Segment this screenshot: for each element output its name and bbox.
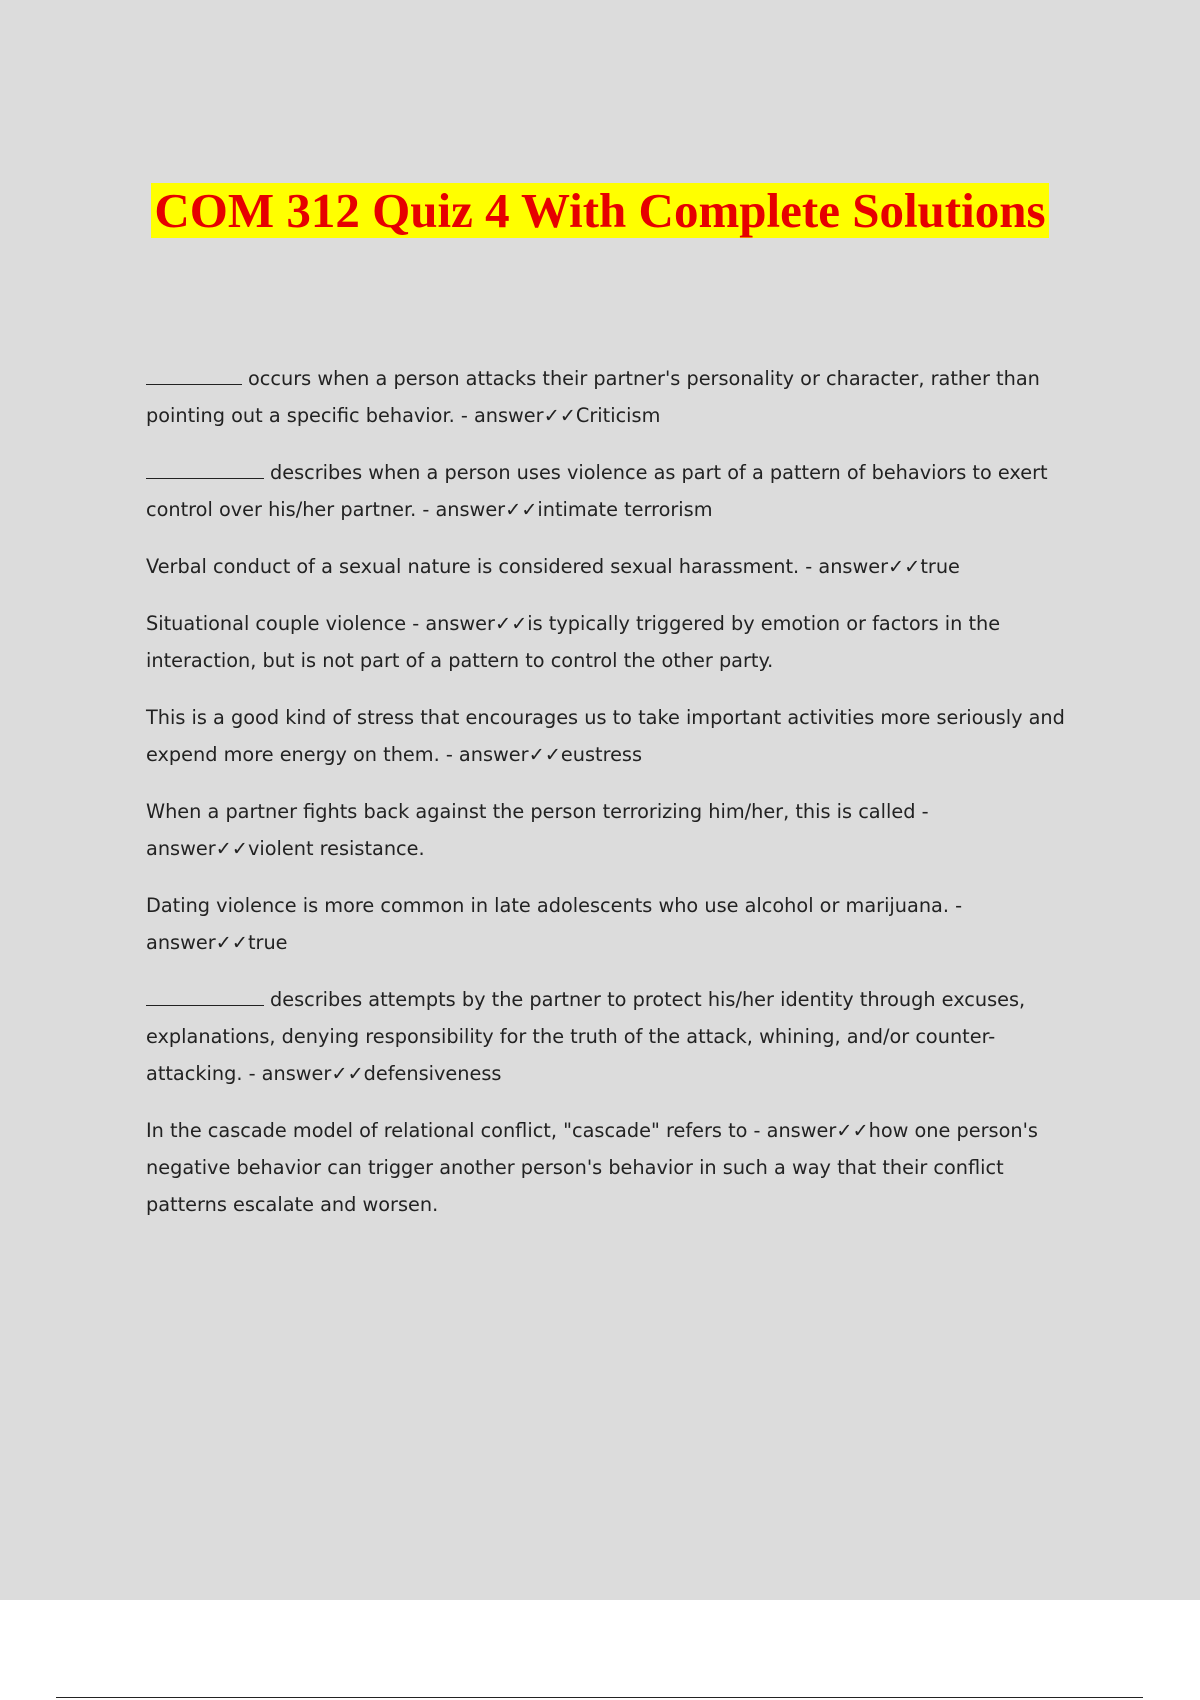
- qa-text: occurs when a person attacks their partner's personality or character, rather than pointing out a specific behavior. - answer✓✓Criticism: [146, 367, 1040, 427]
- fill-in-blank: [146, 458, 264, 479]
- qa-text: In the cascade model of relational conflict, "cascade" refers to - answer✓✓how one person's negative behavior can trigger another person's behavior in such a way that their conflict patterns escalate and worsen.: [146, 1119, 1038, 1216]
- qa-text: Verbal conduct of a sexual nature is considered sexual harassment. - answer✓✓true: [146, 555, 960, 578]
- qa-item-6: [146, 793, 1086, 867]
- qa-text: When a partner fights back against the person terrorizing him/her, this is called - answer✓✓violent resistance.: [146, 800, 929, 860]
- qa-item-5: [146, 699, 1086, 773]
- footer-divider: [56, 1697, 1143, 1698]
- qa-list: [146, 360, 1086, 1243]
- qa-item-7: [146, 887, 1086, 961]
- qa-item-3: [146, 548, 1086, 585]
- qa-item-2: [146, 454, 1086, 528]
- fill-in-blank: [146, 364, 242, 385]
- qa-text: Situational couple violence - answer✓✓is typically triggered by emotion or factors in the interaction, but is not part of a pattern to control the other party.: [146, 612, 1001, 672]
- qa-text: Dating violence is more common in late adolescents who use alcohol or marijuana. - answer✓✓true: [146, 894, 963, 954]
- qa-item-8: [146, 981, 1086, 1092]
- qa-item-9: [146, 1112, 1086, 1223]
- qa-text: This is a good kind of stress that encourages us to take important activities more seriously and expend more energy on them. - answer✓✓eustress: [146, 706, 1065, 766]
- document-title: [0, 183, 1200, 239]
- fill-in-blank: [146, 985, 264, 1006]
- qa-item-4: [146, 605, 1086, 679]
- qa-item-1: [146, 360, 1086, 434]
- qa-text: describes when a person uses violence as part of a pattern of behaviors to exert control over his/her partner. - answer✓✓intimate terrorism: [146, 461, 1048, 521]
- qa-text: describes attempts by the partner to protect his/her identity through excuses, explanations, denying responsibility for the truth of the attack, whining, and/or counter-attacking. - answer✓✓defensiveness: [146, 988, 1026, 1085]
- document-title-text: COM 312 Quiz 4 With Complete Solutions: [151, 183, 1048, 238]
